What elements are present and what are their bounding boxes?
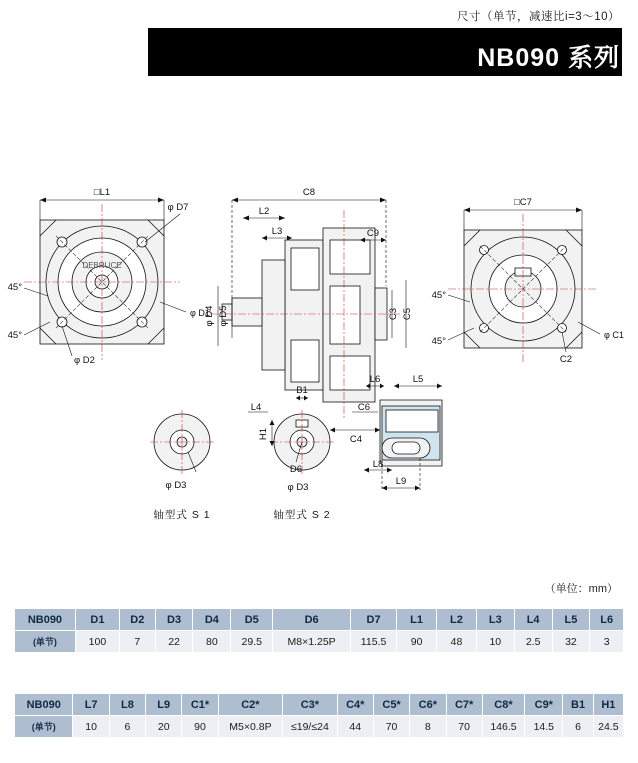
label-D4: φ D4 (204, 305, 215, 327)
table1-value-3: 80 (193, 631, 231, 653)
label-L5: L5 (412, 374, 424, 385)
table1-header-5: D6 (273, 609, 351, 631)
table2-value-0: 10 (73, 716, 109, 738)
table2-value-3: 90 (182, 716, 218, 738)
table1-header-11: L5 (552, 609, 590, 631)
table1-header-3: D4 (193, 609, 231, 631)
label-L3: L3 (271, 226, 283, 237)
label-H1: H1 (258, 427, 269, 441)
label-C4: C4 (349, 434, 363, 445)
table2-model-sub: (单节) (15, 716, 73, 738)
table2-value-9: 70 (446, 716, 482, 738)
label-C5: C5 (402, 307, 413, 321)
label-L2: L2 (258, 206, 270, 217)
label-C3: C3 (388, 307, 399, 321)
dimension-table-2 (14, 693, 624, 738)
table1-value-0: 100 (75, 631, 119, 653)
label-angle-a: 45° (7, 282, 22, 293)
page-header (0, 0, 638, 90)
table2-header-6: C4* (337, 694, 373, 716)
table1-value-9: 10 (476, 631, 514, 653)
table2-header-9: C7* (446, 694, 482, 716)
table2-header-4: C2* (218, 694, 283, 716)
table2-header-12: B1 (563, 694, 593, 716)
table1-header-4: D5 (231, 609, 273, 631)
label-angle-d: 45° (431, 336, 446, 347)
table2-header-2: L9 (146, 694, 182, 716)
label-D1: φ D1 (190, 308, 210, 318)
table1-header-10: L4 (514, 609, 552, 631)
table2-value-10: 146.5 (482, 716, 524, 738)
label-C2: C2 (559, 354, 573, 365)
table2-value-7: 70 (373, 716, 409, 738)
table1-value-1: 7 (119, 631, 155, 653)
table2-value-6: 44 (337, 716, 373, 738)
unit-note: （单位：mm） (544, 583, 618, 595)
table2-header-1: L8 (109, 694, 145, 716)
table1-value-6: 115.5 (350, 631, 396, 653)
table2-header-8: C6* (410, 694, 446, 716)
label-B1: B1 (296, 385, 308, 396)
table2-header-5: C3* (283, 694, 337, 716)
header-subtitle: 尺寸（单节，减速比i=3～10） (457, 11, 620, 23)
table2-header-11: C9* (525, 694, 563, 716)
table1-value-8: 48 (437, 631, 477, 653)
label-C8: C8 (302, 187, 316, 198)
label-L1: □L1 (93, 187, 111, 198)
table1-header-2: D3 (155, 609, 193, 631)
caption-shaft-s2: 轴型式 S 2 (273, 509, 331, 521)
table1-header-1: D2 (119, 609, 155, 631)
label-D7: φ D7 (167, 202, 189, 213)
label-C7: □C7 (514, 197, 532, 208)
table1-value-5: M8×1.25P (273, 631, 351, 653)
label-C9: C9 (366, 228, 380, 239)
table1-header-8: L2 (437, 609, 477, 631)
table1-model: NB090 (15, 609, 76, 631)
table2-value-12: 6 (563, 716, 593, 738)
table-row (15, 716, 624, 738)
table2-model: NB090 (15, 694, 73, 716)
table1-value-7: 90 (397, 631, 437, 653)
table2-header-13: H1 (593, 694, 623, 716)
label-D3-a: φ D3 (165, 480, 187, 491)
table1-header-7: L1 (397, 609, 437, 631)
dimension-table-1 (14, 608, 624, 653)
table1-header-6: D7 (350, 609, 396, 631)
brand-label: DEBRUCE (82, 261, 122, 270)
table2-header-0: L7 (73, 694, 109, 716)
table2-value-11: 14.5 (525, 716, 563, 738)
technical-drawing (0, 90, 638, 570)
label-D5: φ D5 (218, 305, 229, 327)
table2-value-5: ≤19/≤24 (283, 716, 337, 738)
table2-header-7: C5* (373, 694, 409, 716)
table2-value-13: 24.5 (593, 716, 623, 738)
label-L9: L9 (395, 476, 407, 487)
label-C6: C6 (357, 402, 371, 413)
keyway-detail (364, 374, 442, 491)
label-L4: L4 (250, 402, 262, 413)
table1-header-9: L3 (476, 609, 514, 631)
table2-header-3: C1* (182, 694, 218, 716)
label-C1: φ C1 (604, 330, 624, 340)
shaft-type-s2 (258, 385, 334, 521)
table2-value-8: 8 (410, 716, 446, 738)
label-angle-b: 45° (7, 330, 22, 341)
label-D2: φ D2 (74, 355, 95, 366)
table-row (15, 631, 624, 653)
table1-value-11: 32 (552, 631, 590, 653)
label-L8: L8 (372, 459, 384, 470)
label-D6: D6 (289, 464, 303, 475)
table1-value-4: 29.5 (231, 631, 273, 653)
table1-model-sub: (单节) (15, 631, 76, 653)
table1-value-2: 22 (155, 631, 193, 653)
label-angle-c: 45° (431, 290, 446, 301)
right-rear-view (432, 197, 624, 365)
table2-value-4: M5×0.8P (218, 716, 283, 738)
table-row-header (15, 609, 624, 631)
table1-header-0: D1 (75, 609, 119, 631)
table1-value-10: 2.5 (514, 631, 552, 653)
label-L6: L6 (369, 374, 381, 385)
table1-header-12: L6 (590, 609, 624, 631)
shaft-type-s1 (150, 410, 214, 521)
left-front-view (8, 187, 210, 366)
table-row-header (15, 694, 624, 716)
caption-shaft-s1: 轴型式 S 1 (153, 509, 211, 521)
table2-header-10: C8* (482, 694, 524, 716)
table1-value-12: 3 (590, 631, 624, 653)
page-title: NB090 系列 (477, 44, 620, 72)
table2-value-2: 20 (146, 716, 182, 738)
table2-value-1: 6 (109, 716, 145, 738)
label-D3-b: φ D3 (287, 482, 309, 493)
